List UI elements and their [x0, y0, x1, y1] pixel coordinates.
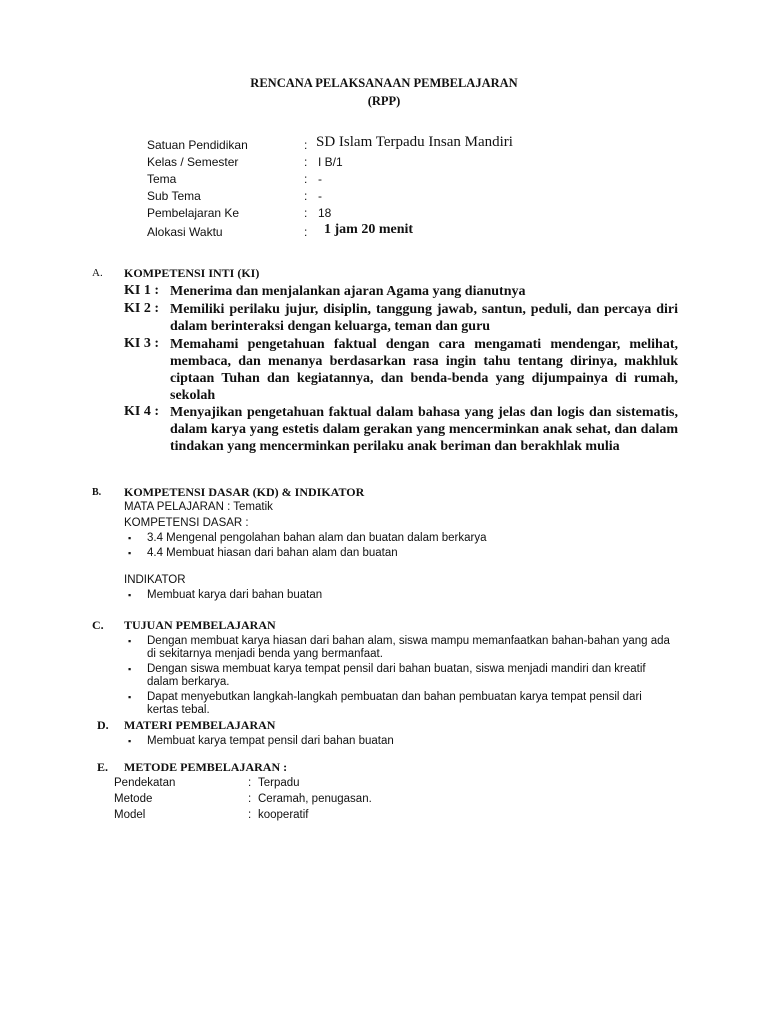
- info-value-subtema: -: [318, 189, 322, 203]
- materi-item-1: Membuat karya tempat pensil dari bahan buatan: [147, 735, 394, 747]
- metode-label-metode: Metode: [114, 793, 153, 805]
- tujuan-item-1: Dengan membuat karya hiasan dari bahan alam, siswa mampu memanfaatkan bahan-bahan yang ada di sekitarnya menjadi benda yang bermanfaat.: [147, 635, 670, 660]
- section-c-heading: TUJUAN PEMBELAJARAN: [124, 618, 276, 632]
- kd-item-1: 3.4 Mengenal pengolahan bahan alam dan buatan dalam berkarya: [147, 532, 487, 544]
- section-c-letter: C.: [92, 618, 104, 632]
- metode-label-model: Model: [114, 809, 146, 821]
- kd-item-2: 4.4 Membuat hiasan dari bahan alam dan buatan: [147, 547, 398, 559]
- ki-2-text: Memiliki perilaku jujur, disiplin, tanggung jawab, santun, peduli, dan percaya diri dalam berinteraksi dengan keluarga, teman dan guru: [170, 302, 678, 334]
- info-label-subtema: Sub Tema: [147, 189, 201, 203]
- info-colon: :: [304, 206, 308, 220]
- indikator-item-1: Membuat karya dari bahan buatan: [147, 589, 323, 601]
- bullet-icon: ▪: [128, 692, 132, 702]
- document-title: RENCANA PELAKSANAAN PEMBELAJARAN: [250, 76, 518, 90]
- info-label-tema: Tema: [147, 172, 177, 186]
- bullet-icon: ▪: [128, 548, 132, 558]
- info-colon: :: [304, 155, 308, 169]
- ki-1-text: Menerima dan menjalankan ajaran Agama yang dianutnya: [170, 284, 526, 299]
- bullet-icon: ▪: [128, 736, 132, 746]
- info-colon: :: [304, 138, 308, 152]
- section-d-letter: D.: [97, 718, 109, 732]
- metode-colon: :: [248, 793, 252, 805]
- ki-4-number: KI 4 :: [124, 404, 159, 419]
- info-value-satuan: SD Islam Terpadu Insan Mandiri: [316, 134, 513, 150]
- indikator-label: INDIKATOR: [124, 574, 186, 586]
- info-value-alokasi: 1 jam 20 menit: [324, 222, 414, 237]
- info-colon: :: [304, 189, 308, 203]
- section-a-letter: A.: [92, 267, 103, 279]
- metode-colon: :: [248, 809, 252, 821]
- tujuan-item-3: Dapat menyebutkan langkah-langkah pembuatan dan bahan pembuatan karya tempat pensil dari kertas tebal.: [147, 691, 642, 716]
- metode-label-pendekatan: Pendekatan: [114, 777, 176, 789]
- info-colon: :: [304, 225, 308, 239]
- section-b-letter: B.: [92, 487, 102, 498]
- info-colon: :: [304, 172, 308, 186]
- ki-3-text: Memahami pengetahuan faktual dengan cara mengamati mendengar, melihat, membaca, dan menanya berdasarkan rasa ingin tahu tentang dirinya, makhluk ciptaan Tuhan dan kegiatannya, dan benda-benda yang dijumpainya di rumah, sekolah: [170, 337, 678, 403]
- info-label-kelas: Kelas / Semester: [147, 155, 239, 169]
- metode-value-model: kooperatif: [258, 809, 309, 821]
- info-label-alokasi: Alokasi Waktu: [147, 225, 223, 239]
- section-e-letter: E.: [97, 760, 109, 774]
- mata-pelajaran: MATA PELAJARAN : Tematik: [124, 501, 273, 513]
- metode-value-metode: Ceramah, penugasan.: [258, 793, 372, 805]
- document-subtitle: (RPP): [367, 94, 401, 108]
- metode-colon: :: [248, 777, 252, 789]
- bullet-icon: ▪: [128, 664, 132, 674]
- section-a-heading: KOMPETENSI INTI (KI): [124, 266, 260, 280]
- info-value-kelas: I B/1: [318, 155, 343, 169]
- info-label-pembelajaran: Pembelajaran Ke: [147, 206, 240, 220]
- ki-2-number: KI 2 :: [124, 301, 159, 316]
- ki-3-number: KI 3 :: [124, 336, 159, 351]
- info-value-pembelajaran: 18: [318, 206, 332, 220]
- bullet-icon: ▪: [128, 590, 132, 600]
- tujuan-item-2: Dengan siswa membuat karya tempat pensil dari bahan buatan, siswa menjadi mandiri dan kreatif dalam berkarya.: [147, 663, 646, 688]
- section-d-heading: MATERI PEMBELAJARAN: [124, 718, 276, 732]
- section-b-heading: KOMPETENSI DASAR (KD) & INDIKATOR: [124, 485, 365, 499]
- ki-4-text: Menyajikan pengetahuan faktual dalam bahasa yang jelas dan logis dan sistematis, dalam karya yang estetis dalam gerakan yang mencerminkan anak sehat, dan dalam tindakan yang mencerminkan perilaku anak beriman dan berakhlak mulia: [170, 405, 678, 454]
- info-label-satuan: Satuan Pendidikan: [147, 138, 248, 152]
- bullet-icon: ▪: [128, 533, 132, 543]
- ki-1-number: KI 1 :: [124, 283, 159, 298]
- kd-label: KOMPETENSI DASAR :: [124, 517, 249, 529]
- bullet-icon: ▪: [128, 636, 132, 646]
- info-value-tema: -: [318, 172, 322, 186]
- metode-value-pendekatan: Terpadu: [258, 777, 300, 789]
- section-e-heading: METODE PEMBELAJARAN :: [124, 760, 288, 774]
